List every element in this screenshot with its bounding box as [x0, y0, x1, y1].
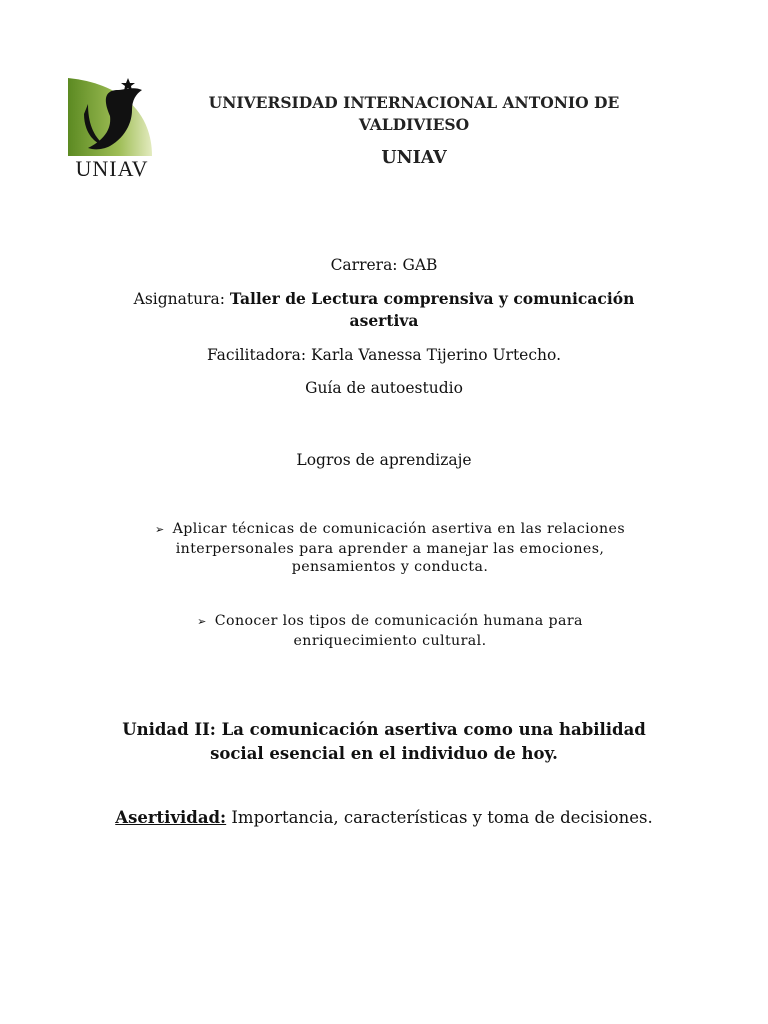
unidad-title-line: social esencial en el individuo de hoy.	[210, 744, 558, 763]
uniav-bird-star-logo-icon	[66, 76, 158, 156]
tema-line	[40, 808, 728, 827]
uniav-logo	[66, 76, 158, 180]
logro-text: Aplicar técnicas de comunicación asertiva en las relaciones	[172, 521, 626, 537]
tema-text: Importancia, características y toma de decisiones.	[231, 808, 653, 827]
asignatura-label: Asignatura:	[133, 290, 225, 308]
logro-item-line	[120, 520, 660, 540]
arrow-bullet-icon: ➢	[154, 523, 165, 536]
university-name: UNIVERSIDAD INTERNACIONAL ANTONIO DE VALDIVIESO	[208, 93, 620, 134]
asignatura-line	[80, 288, 688, 310]
unidad-title	[100, 718, 668, 766]
guia-line: Guía de autoestudio	[305, 379, 463, 397]
logro-item-line: enriquecimiento cultural.	[293, 632, 487, 649]
logro-item-line	[160, 612, 620, 632]
logro-item-line: pensamientos y conducta.	[291, 559, 489, 575]
logro-item	[160, 612, 620, 650]
logro-item-line: interpersonales para aprender a manejar las emociones,	[175, 540, 605, 557]
facilitadora-line: Facilitadora: Karla Vanessa Tijerino Urtecho.	[206, 346, 562, 364]
logros-heading: Logros de aprendizaje	[296, 451, 472, 469]
arrow-bullet-icon: ➢	[197, 615, 207, 628]
tema-label: Asertividad:	[115, 808, 227, 827]
logo-text: UNIAV	[75, 156, 149, 181]
asignatura-title: Taller de Lectura comprensiva y comunicación	[229, 289, 635, 308]
logro-text: Conocer los tipos de comunicación humana para	[214, 613, 583, 629]
university-short-name: UNIAV	[381, 148, 447, 168]
unidad-title-line: Unidad II: La comunicación asertiva como una habilidad	[122, 720, 646, 739]
asignatura-title-continued: asertiva	[349, 311, 419, 330]
carrera-line: Carrera: GAB	[330, 256, 438, 274]
logro-item	[120, 520, 660, 577]
